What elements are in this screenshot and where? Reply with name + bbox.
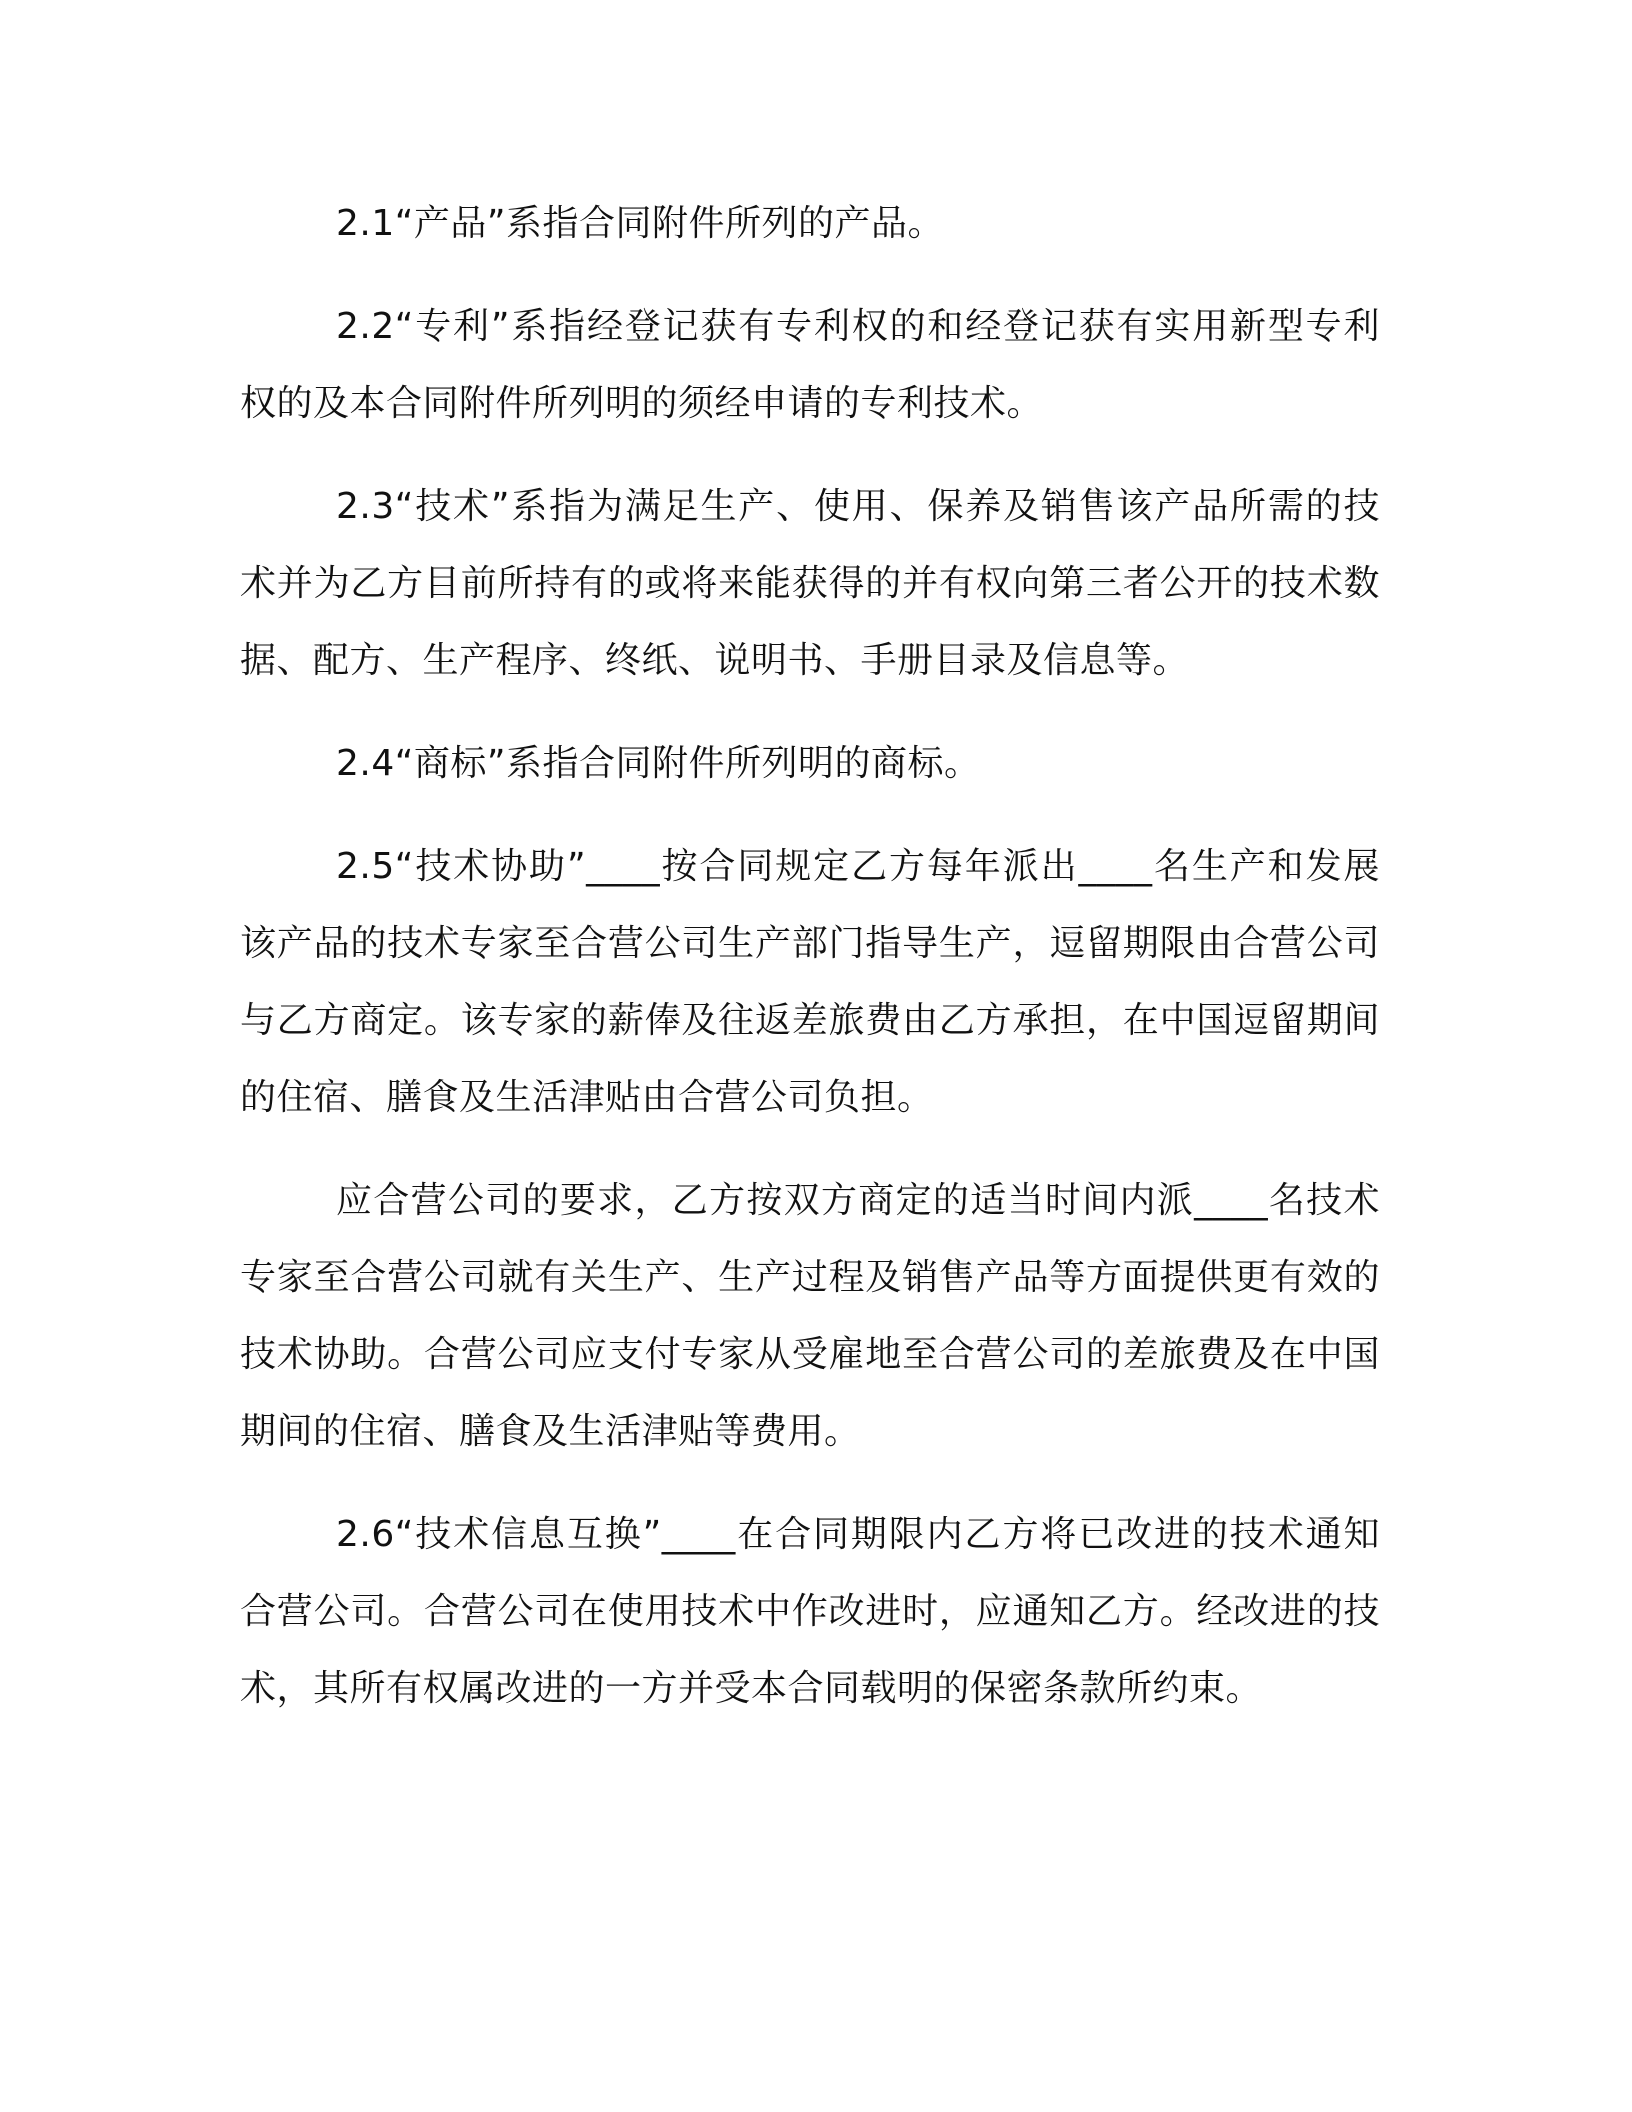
paragraph-2-4: 2.4“商标”系指合同附件所列明的商标。: [336, 743, 981, 784]
paragraph-2-1: 2.1“产品”系指合同附件所列的产品。: [336, 203, 945, 244]
paragraph-2-3: 2.3“技术”系指为满足生产、使用、保养及销售该产品所需的技术并为乙方目前所持有的或将来能获得的并有权向第三者公开的技术数据、配方、生产程序、终纸、说明书、手册目录及信息等。: [240, 486, 1380, 681]
document-body: [240, 185, 1380, 1753]
paragraph-2-5: 2.5“技术协助”____按合同规定乙方每年派出____名生产和发展该产品的技术专家至合营公司生产部门指导生产，逗留期限由合营公司与乙方商定。该专家的薪俸及往返差旅费由乙方承担，在中国逗留期间的住宿、膳食及生活津贴由合营公司负担。: [240, 846, 1380, 1118]
paragraph-2-2: 2.2“专利”系指经登记获有专利权的和经登记获有实用新型专利权的及本合同附件所列明的须经申请的专利技术。: [240, 306, 1380, 424]
paragraph-2-5-continued: 应合营公司的要求，乙方按双方商定的适当时间内派____名技术专家至合营公司就有关生产、生产过程及销售产品等方面提供更有效的技术协助。合营公司应支付专家从受雇地至合营公司的差旅费及在中国期间的住宿、膳食及生活津贴等费用。: [240, 1180, 1380, 1452]
paragraph-2-6: 2.6“技术信息互换”____在合同期限内乙方将已改进的技术通知合营公司。合营公司在使用技术中作改进时，应通知乙方。经改进的技术，其所有权属改进的一方并受本合同载明的保密条款所约束。: [240, 1514, 1380, 1709]
